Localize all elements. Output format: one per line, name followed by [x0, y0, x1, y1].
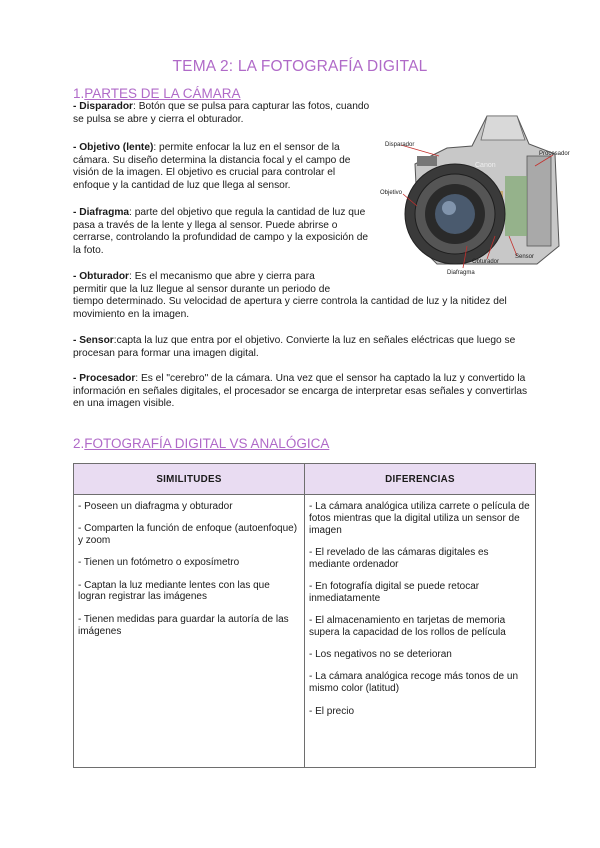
label-diafragma: Diafragma: [447, 270, 475, 276]
term: - Sensor: [73, 335, 114, 346]
list-item: - La cámara analógica utiliza carrete o película de fotos mientras que la digital utiliza un sensor de imagen: [309, 501, 530, 536]
term-separator: :: [153, 142, 157, 153]
term-separator: :: [113, 335, 117, 346]
term: - Disparador: [73, 101, 134, 112]
paragraph-disparador: [73, 101, 373, 126]
term-separator: :: [129, 271, 132, 282]
section-heading-comparativa: [73, 436, 329, 451]
definition: capta la luz que entra por el objetivo. Convierte la luz en señales eléctricas que luego se procesan para formar una imagen digital.: [73, 335, 516, 359]
section-title: PARTES DE LA CÁMARA: [84, 86, 241, 101]
list-item: - Poseen un diafragma y obturador: [78, 501, 233, 512]
term-separator: :: [133, 101, 136, 112]
term-separator: :: [129, 207, 132, 218]
paragraph-objetivo: [73, 142, 373, 192]
header-similitudes: SIMILITUDES: [74, 464, 305, 495]
section-number: 1.: [73, 86, 85, 101]
definition: Es el mecanismo que abre y cierra para permitir que la luz llegue al sensor durante un periodo de: [73, 271, 331, 295]
camera-diagram: [377, 96, 577, 286]
list-item: - El revelado de las cámaras digitales es mediante ordenador: [309, 546, 489, 570]
page-title: TEMA 2: LA FOTOGRAFÍA DIGITAL: [172, 58, 428, 75]
list-item: - Captan la luz mediante lentes con las que logran registrar las imágenes: [78, 579, 270, 603]
term: - Obturador: [73, 271, 130, 282]
term: - Diafragma: [73, 207, 130, 218]
section-number: 2.: [73, 436, 85, 451]
list-item: - Los negativos no se deterioran: [309, 649, 452, 661]
list-item: - La cámara analógica recoge más tonos de un mismo color (latitud): [309, 671, 519, 695]
paragraph-diafragma: [73, 207, 373, 257]
label-procesador: Procesador: [539, 151, 570, 157]
obturador-first-lines: [73, 271, 343, 296]
definition-continued: tiempo determinado. Su velocidad de apertura y cierre controla la cantidad de luz y la nitidez del movimiento en la imagen.: [73, 296, 507, 320]
label-obturador: Obturador: [472, 259, 500, 265]
label-disparador: Disparador: [385, 142, 415, 148]
list-item: - Tienen un fotómetro o exposímetro: [78, 557, 240, 569]
term: - Procesador: [73, 373, 136, 384]
similitudes-cell: [74, 495, 305, 768]
paragraph-procesador: [73, 373, 528, 411]
section-title: FOTOGRAFÍA DIGITAL VS ANALÓGICA: [84, 436, 330, 451]
list-item: - En fotografía digital se puede retocar inmediatamente: [309, 580, 480, 604]
paragraph-sensor: [73, 335, 528, 360]
list-item: - Comparten la función de enfoque (autoenfoque) y zoom: [78, 523, 298, 547]
list-item: - El precio: [309, 705, 355, 717]
definition: permite enfocar la luz en el sensor de la cámara. Su diseño determina la distancia focal y el campo de visión de la imagen. El objetivo es crucial para controlar el enfoque y la cantidad de luz que llega al sensor.: [73, 142, 351, 191]
label-objetivo: Objetivo: [380, 190, 403, 196]
camera-brand: Canon: [475, 162, 496, 169]
diferencias-cell: [305, 495, 536, 768]
list-item: - Tienen medidas para guardar la autoría de las imágenes: [78, 613, 289, 637]
term: - Objetivo (lente): [73, 142, 154, 153]
list-item: - El almacenamiento en tarjetas de memoria supera la capacidad de los rollos de película: [309, 615, 506, 638]
definition: Botón que se pulsa para capturar las fotos, cuando se pulsa se abre y cierra el obturador.: [73, 101, 370, 125]
section-heading-partes: [73, 86, 241, 101]
header-diferencias: DIFERENCIAS: [305, 464, 536, 495]
term-separator: :: [135, 373, 139, 384]
definition: Es el "cerebro" de la cámara. Una vez que el sensor ha captado la luz y convertido la información en señales digitales, el procesador se encarga de interpretar esas señales y convertirlas en una imagen visible.: [73, 373, 528, 410]
label-sensor: Sensor: [515, 254, 535, 260]
comparison-table: [73, 463, 536, 768]
camera-illustration: [377, 96, 577, 286]
definition: parte del objetivo que regula la cantidad de luz que pasa a través de la lente y llega al sensor. Puede abrirse o cerrarse, controlando la profundidad de campo y la exposición de la foto.: [73, 207, 369, 256]
